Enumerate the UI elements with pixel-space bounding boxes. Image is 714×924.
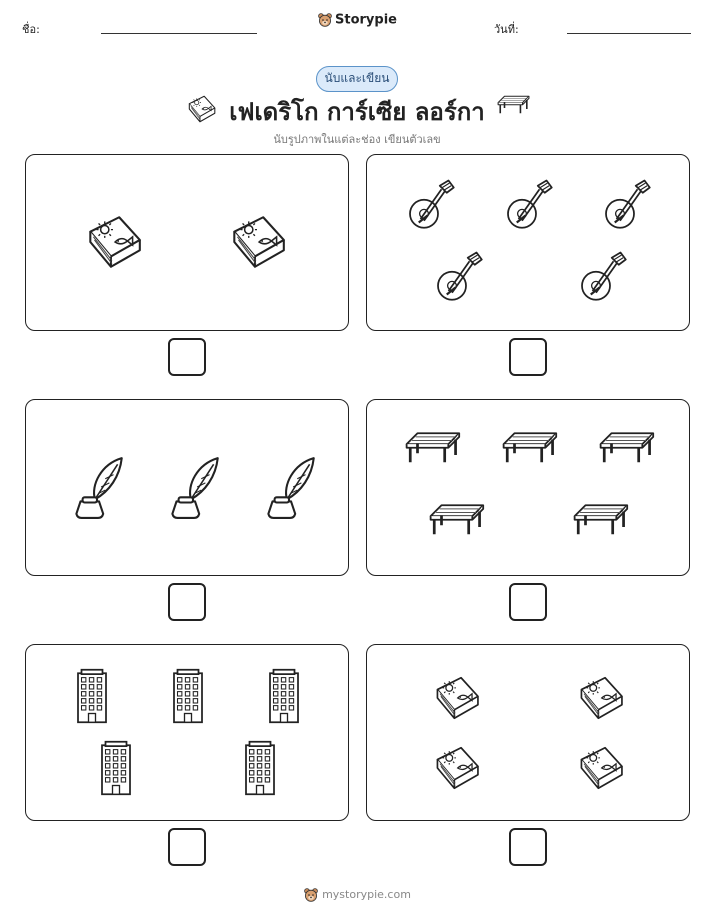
name-line[interactable] xyxy=(101,33,257,34)
page-title: เฟเดริโก การ์เซีย ลอร์กา xyxy=(229,98,485,126)
bear-logo-icon xyxy=(303,887,319,903)
table-icon xyxy=(597,426,655,484)
instructions: นับรูปภาพในแต่ละช่อง เขียนตัวเลข xyxy=(273,133,441,146)
count-card-5 xyxy=(25,644,349,821)
count-card-2 xyxy=(366,154,690,331)
guitar-icon xyxy=(501,177,557,233)
answer-box-1[interactable] xyxy=(168,338,206,376)
guitar-icon xyxy=(403,177,459,233)
book-icon xyxy=(224,209,290,275)
table-icon xyxy=(571,498,629,556)
date-label: วันที่: xyxy=(494,23,519,36)
table-icon xyxy=(403,426,461,484)
book-icon xyxy=(573,741,627,795)
answer-box-3[interactable] xyxy=(168,583,206,621)
building-icon xyxy=(160,667,216,725)
answer-box-5[interactable] xyxy=(168,828,206,866)
quill-icon xyxy=(64,454,130,520)
date-line[interactable] xyxy=(567,33,691,34)
book-icon xyxy=(80,209,146,275)
book-icon xyxy=(429,671,483,725)
answer-box-4[interactable] xyxy=(509,583,547,621)
guitar-icon xyxy=(431,249,487,305)
building-icon xyxy=(88,739,144,797)
count-card-4 xyxy=(366,399,690,576)
brand-name: Storypie xyxy=(335,12,397,28)
answer-box-6[interactable] xyxy=(509,828,547,866)
book-icon xyxy=(429,741,483,795)
guitar-icon xyxy=(599,177,655,233)
building-icon xyxy=(256,667,312,725)
building-icon xyxy=(64,667,120,725)
name-label: ชื่อ: xyxy=(22,23,40,36)
activity-badge: นับและเขียน xyxy=(316,66,398,92)
answer-box-2[interactable] xyxy=(509,338,547,376)
footer xyxy=(0,887,714,903)
table-icon xyxy=(496,92,530,126)
count-card-1 xyxy=(25,154,349,331)
table-icon xyxy=(427,498,485,556)
book-icon xyxy=(573,671,627,725)
count-card-6 xyxy=(366,644,690,821)
quill-icon xyxy=(256,454,322,520)
guitar-icon xyxy=(575,249,631,305)
storypie-logo xyxy=(0,12,714,28)
count-card-3 xyxy=(25,399,349,576)
quill-icon xyxy=(160,454,226,520)
table-icon xyxy=(500,426,558,484)
footer-url[interactable]: mystorypie.com xyxy=(322,888,411,901)
bear-logo-icon xyxy=(317,12,333,28)
building-icon xyxy=(232,739,288,797)
